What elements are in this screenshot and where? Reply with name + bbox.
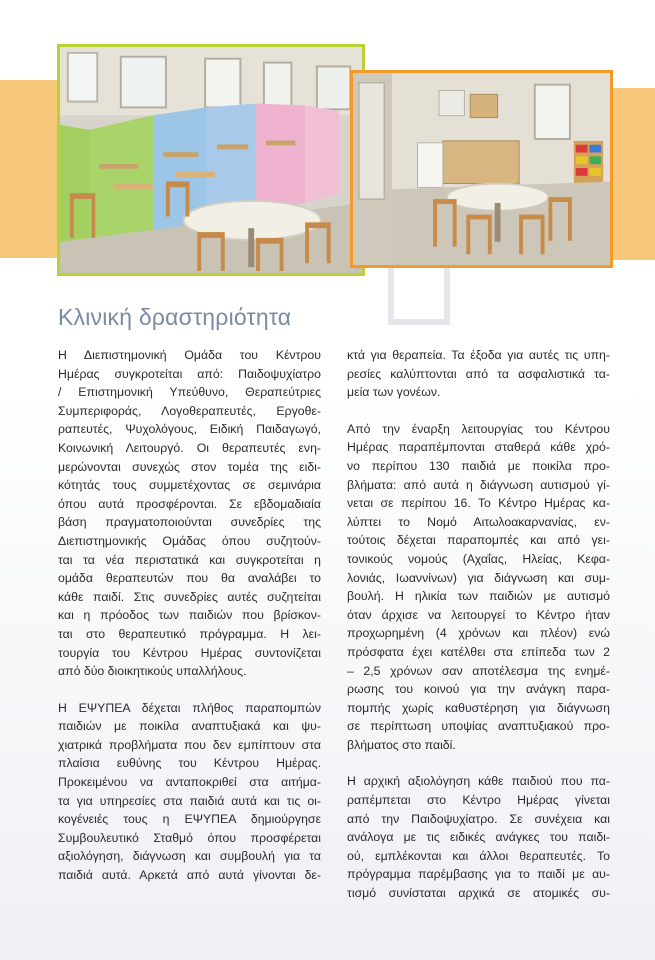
- text-line: χιατρικά προβλήματα που δεν εμπίπτουν στα: [58, 737, 321, 752]
- text-line: τισμό συνίσταται αρχικά σε ατομικές συ-: [347, 886, 610, 901]
- text-line: τονικούς νομούς (Αχαΐας, Ηλείας, Κεφα-: [347, 551, 610, 566]
- text-line: κότητάς τους συμμετέχοντας σε σεμινάρια: [58, 478, 321, 493]
- text-line: λύπτει το Νομό Αιτωλοακαρνανίας, εν-: [347, 514, 610, 529]
- text-line: όταν άρχισε να λειτουργεί το Κέντρο ήταν: [347, 607, 610, 622]
- text-line: κογένειές τους η ΕΨΥΠΕΑ δημιούργησε: [58, 812, 321, 827]
- text-line: Από την έναρξη λειτουργίας του Κέντρου: [347, 421, 610, 436]
- text-line: πρόγραμμα παρέμβασης για το παιδί με αυ-: [347, 867, 610, 882]
- text-column-left: [58, 346, 321, 903]
- text-line: ανάλογα με τις ειδικές ανάγκες του παιδι-: [347, 830, 610, 845]
- classroom-photo: [57, 44, 365, 276]
- kitchen-room-photo: [350, 70, 613, 268]
- text-line: λονιάς, Ιωαννίνων) για διάγνωση και συμ-: [347, 570, 610, 585]
- paragraph-statistics: [347, 420, 610, 755]
- text-line: μεία των γονέων.: [347, 385, 441, 400]
- paragraph-referrals: [58, 699, 321, 885]
- text-line: Η ΕΨΥΠΕΑ δέχεται πλήθος παραπομπών: [58, 700, 321, 715]
- decorative-band-left: [0, 80, 60, 258]
- text-line: τα για υπηρεσίες στα παιδιά αυτά και τις οι-: [58, 793, 321, 808]
- text-line: ται τα νέα περιστατικά και συγκροτείται η: [58, 552, 321, 567]
- text-line: βλήματα: από αυτά η διάγνωση αυτισμού γί-: [347, 477, 610, 492]
- paragraph-team: [58, 346, 321, 681]
- text-line: ρεσίες καλύπτονται από τα ασφαλιστικά τα-: [347, 366, 610, 381]
- text-line: Ημέρας συγκροτείται από: Παιδοψυχίατρο: [58, 366, 321, 381]
- text-line: βουλή. Η ηλικία των παιδιών με αυτισμό: [347, 589, 610, 604]
- text-line: Συμβουλευτικό Σταθμό όπου προσφέρεται: [58, 830, 321, 845]
- text-line: παιδιά αυτά. Αρκετά από αυτά γίνονται δε-: [58, 868, 321, 883]
- text-line: και η πρόοδος των παιδιών που βρίσκον-: [58, 608, 321, 623]
- text-line: πομπής χωρίς καθυστέρηση για διάγνωση: [347, 700, 610, 715]
- text-line: νο περίπου 130 παιδιά με ποικίλα προ-: [347, 458, 610, 473]
- text-line: βάση πραγματοποιούνται συνεδρίες της: [58, 515, 321, 530]
- decorative-band-right: [610, 88, 655, 260]
- text-column-right: [347, 346, 610, 921]
- classroom-illustration: [60, 47, 362, 273]
- section-heading: Κλινική δραστηριότητα: [58, 304, 292, 330]
- text-line: Ημέρας παραπέμπονται σταθερά κάθε χρό-: [347, 440, 610, 455]
- text-line: βλήματος στο παιδί.: [347, 737, 456, 752]
- text-line: πρόσφατα έχει κατέλθει στα επίπεδα των 2: [347, 644, 610, 659]
- text-line: κάθε παιδί. Στις συνεδρίες αυτές συζητείται: [58, 589, 321, 604]
- text-line: Κοινωνική Λειτουργό. Οι θεραπευτές ενη-: [58, 440, 321, 455]
- text-line: αξιολόγηση, διάγνωση και συμβουλή για τα: [58, 849, 321, 864]
- paragraph-assessment: [347, 772, 610, 902]
- text-line: ού, εμπλέκονται και άλλοι θεραπευτές. Το: [347, 848, 610, 863]
- text-line: από δύο διοικητικούς υπαλλήλους.: [58, 664, 247, 679]
- text-line: τούτοις δέχεται παραπομπές και από γει-: [347, 533, 610, 548]
- kitchen-illustration: [353, 73, 610, 265]
- text-line: ομάδα θεραπευτών που θα αναλάβει το: [58, 571, 321, 586]
- text-line: από την Παιδοψυχίατρο. Σε συνέχεια και: [347, 811, 610, 826]
- text-line: προχωρημένη (4 χρόνων και πλέον) ενώ: [347, 626, 610, 641]
- text-line: παιδιών με ποικίλα αναπτυξιακά και ψυ-: [58, 719, 321, 734]
- text-line: πλαίσια ευθύνης του Κέντρου Ημέρας.: [58, 756, 321, 771]
- text-line: Διεπιστημονικής Ομάδας όπου συζητούν-: [58, 533, 321, 548]
- text-line: – 2,5 χρόνων σαν αποτέλεσμα της ενημέ-: [347, 663, 610, 678]
- text-line: σε περίπτωση υποψίας αναπτυξιακού προ-: [347, 719, 610, 734]
- text-line: κτά για θεραπεία. Τα έξοδα για αυτές τις υπη-: [347, 348, 610, 362]
- text-line: / Επιστημονική Υπεύθυνο, Θεραπεύτριες: [58, 385, 321, 400]
- text-line: Η Διεπιστημονική Ομάδα του Κέντρου: [58, 348, 321, 362]
- text-line: Συμπεριφοράς, Λογοθεραπευτές, Εργοθε-: [58, 403, 321, 418]
- text-line: Προκειμένου να ανταποκριθεί στα αιτήμα-: [58, 775, 321, 790]
- text-line: όπου αυτά προσφέρονται. Σε εβδομαδιαία: [58, 496, 321, 511]
- text-line: ραπευτές, Ψυχολόγους, Ειδική Παιδαγωγό,: [58, 422, 321, 437]
- text-line: νεται σε περίπου 16. Το Κέντρο Ημέρας κα-: [347, 496, 610, 511]
- paragraph-costs: [347, 346, 610, 402]
- text-line: ρωσης του κοινού για την ανάγκη παρα-: [347, 682, 610, 697]
- text-line: ται στο θεραπευτικό πρόγραμμα. Η λει-: [58, 626, 321, 641]
- text-line: μερώνονται συνεχώς στον τομέα της ειδι-: [58, 459, 321, 474]
- text-line: τουργία του Κέντρου Ημέρας συντονίζεται: [58, 645, 321, 660]
- text-line: ραπέμπεται στο Κέντρο Ημέρας γίνεται: [347, 793, 610, 808]
- text-line: Η αρχική αξιολόγηση κάθε παιδιού που πα-: [347, 774, 610, 789]
